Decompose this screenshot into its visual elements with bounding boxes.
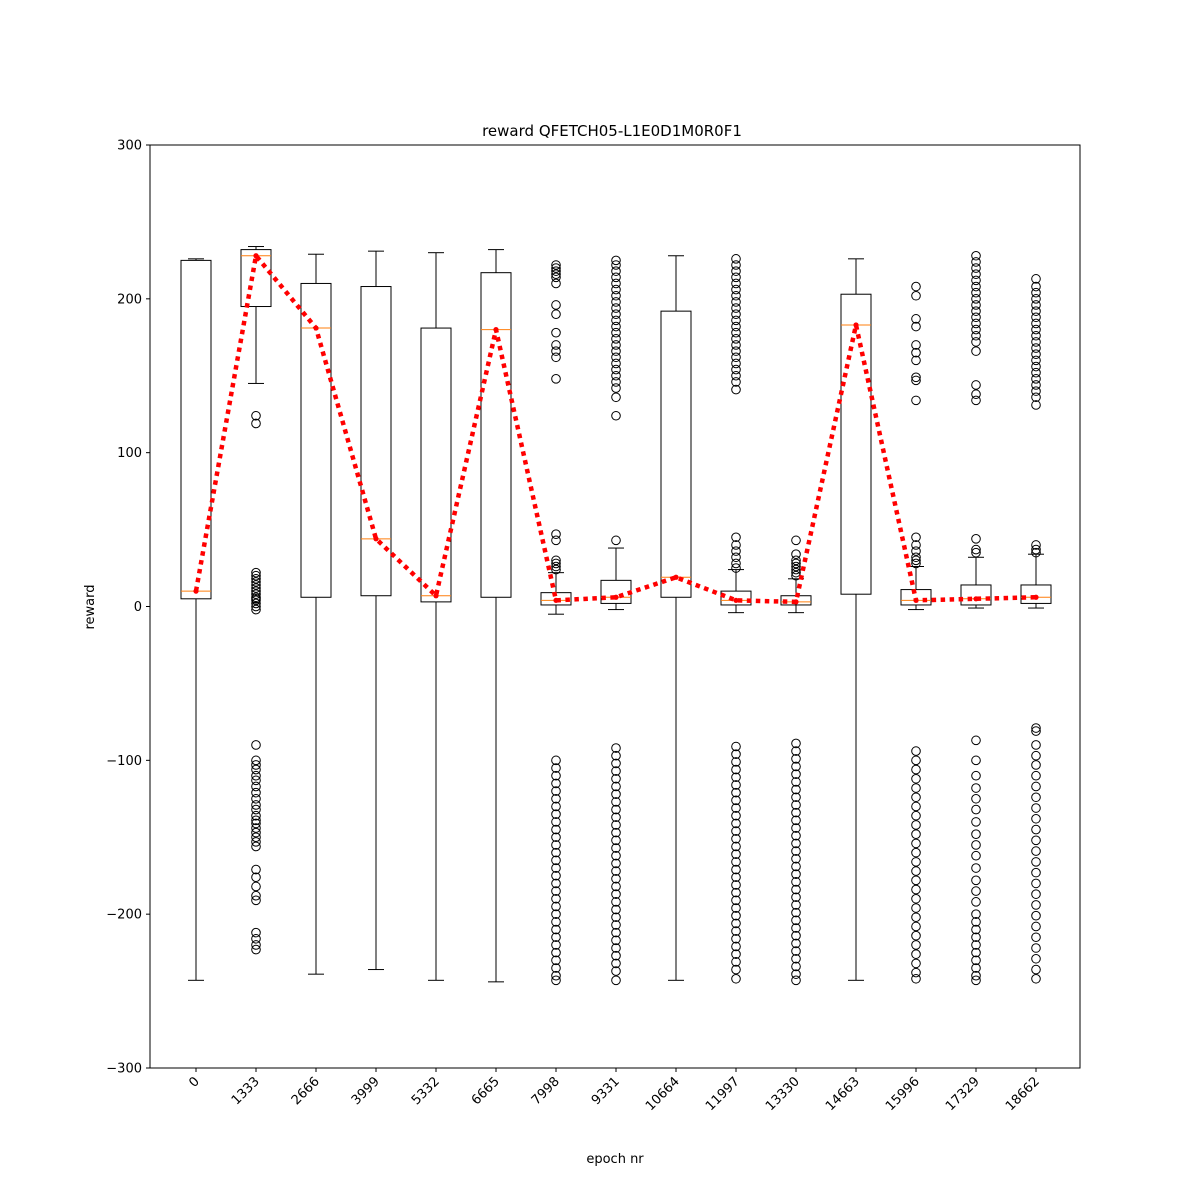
y-tick-label-4: 100 bbox=[117, 446, 142, 462]
y-tick-label-1: −200 bbox=[106, 907, 142, 923]
x-tick-label-3999: 3999 bbox=[348, 1074, 383, 1109]
mean-marker-14663 bbox=[853, 322, 858, 327]
y-axis-label: reward bbox=[83, 584, 98, 630]
y-tick-label-5: 200 bbox=[117, 292, 142, 308]
x-tick-label-0: 0 bbox=[186, 1074, 203, 1091]
mean-marker-1333 bbox=[253, 253, 258, 258]
mean-marker-9331 bbox=[613, 595, 618, 600]
mean-marker-15996 bbox=[913, 598, 918, 603]
x-axis-label: epoch nr bbox=[586, 1152, 644, 1167]
x-tick-label-13330: 13330 bbox=[762, 1074, 803, 1115]
x-tick-label-17329: 17329 bbox=[942, 1074, 983, 1115]
mean-marker-11997 bbox=[733, 598, 738, 603]
mean-marker-7998 bbox=[553, 598, 558, 603]
x-tick-label-15996: 15996 bbox=[882, 1074, 923, 1115]
x-tick-label-11997: 11997 bbox=[702, 1074, 743, 1115]
mean-marker-10664 bbox=[673, 575, 678, 580]
mean-marker-5332 bbox=[433, 593, 438, 598]
x-tick-label-18662: 18662 bbox=[1002, 1074, 1043, 1115]
x-tick-label-2666: 2666 bbox=[288, 1074, 323, 1109]
y-tick-label-6: 300 bbox=[117, 138, 142, 154]
mean-marker-6665 bbox=[493, 327, 498, 332]
chart-title: reward QFETCH05-L1E0D1M0R0F1 bbox=[482, 122, 742, 140]
y-tick-label-2: −100 bbox=[106, 753, 142, 769]
mean-marker-13330 bbox=[793, 599, 798, 604]
x-tick-label-14663: 14663 bbox=[822, 1074, 863, 1115]
x-tick-label-1333: 1333 bbox=[228, 1074, 263, 1109]
mean-marker-3999 bbox=[373, 536, 378, 541]
mean-marker-0 bbox=[193, 589, 198, 594]
x-tick-label-6665: 6665 bbox=[468, 1074, 503, 1109]
x-tick-label-7998: 7998 bbox=[528, 1074, 563, 1109]
mean-marker-17329 bbox=[973, 596, 978, 601]
y-tick-label-0: −300 bbox=[106, 1061, 142, 1077]
mean-marker-18662 bbox=[1033, 595, 1038, 600]
x-tick-label-5332: 5332 bbox=[408, 1074, 443, 1109]
x-tick-label-10664: 10664 bbox=[642, 1074, 683, 1115]
y-tick-label-3: 0 bbox=[133, 600, 142, 615]
mean-marker-2666 bbox=[313, 325, 318, 330]
x-tick-label-9331: 9331 bbox=[588, 1074, 623, 1109]
